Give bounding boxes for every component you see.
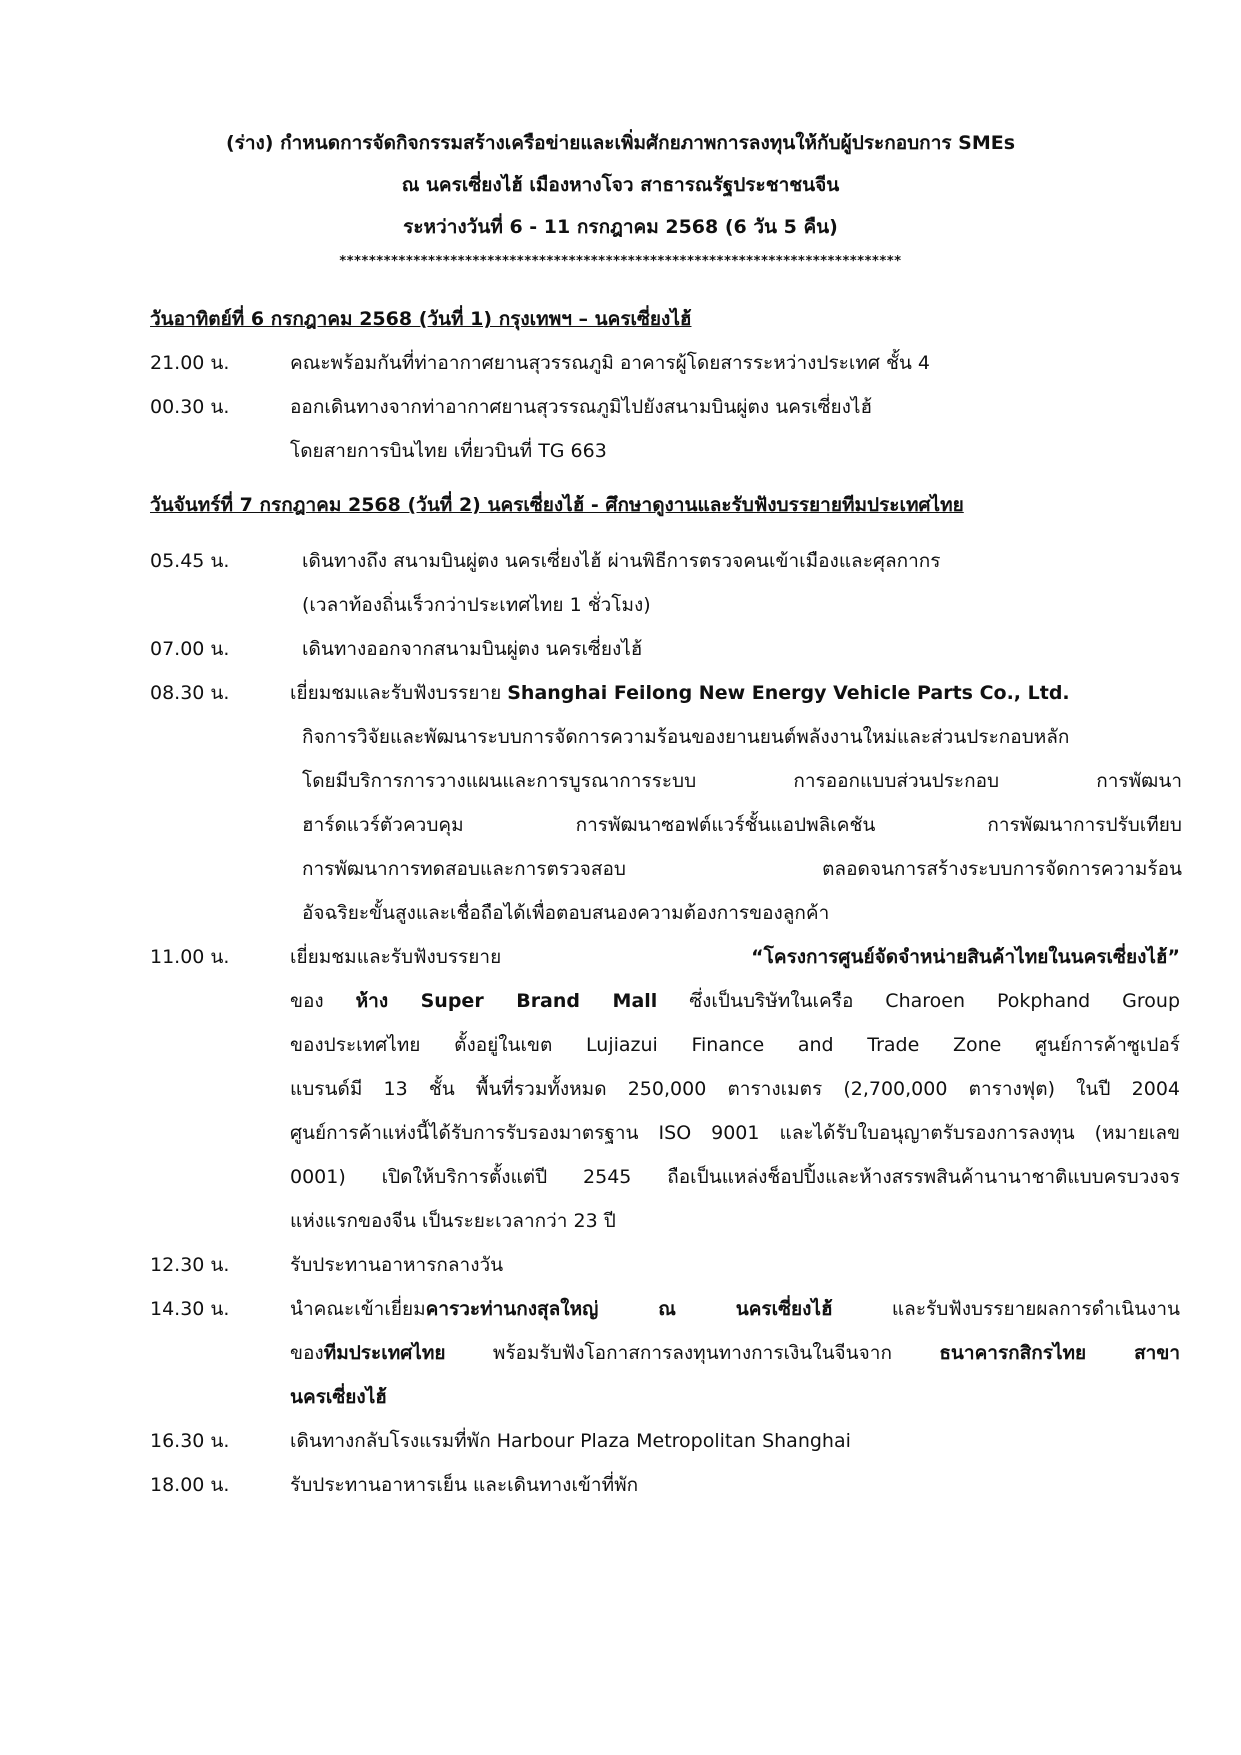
day1-time: 00.30 น.: [150, 396, 230, 418]
activity-lead: เยี่ยมชมและรับฟังบรรยาย: [290, 682, 508, 704]
day2-activity: [290, 942, 1180, 972]
day1-activity: คณะพร้อมกันที่ท่าอากาศยานสุวรรณภูมิ อาคารผู้โดยสารระหว่างประเทศ ชั้น 4: [290, 352, 931, 374]
day2-activity: [290, 1338, 1180, 1368]
activity-text: และรับฟังบรรยายผลการดำเนินงาน: [832, 1298, 1180, 1320]
day2-time: 16.30 น.: [150, 1430, 230, 1452]
day1-activity: ออกเดินทางจากท่าอากาศยานสุวรรณภูมิไปยังสนามบินผู่ตง นครเซี่ยงไฮ้: [290, 396, 873, 418]
day2-activity: [290, 1294, 1180, 1324]
consul-visit: คารวะท่านกงสุลใหญ่ ณ นครเซี่ยงไฮ้: [425, 1298, 833, 1320]
day2-activity: รับประทานอาหารเย็น และเดินทางเข้าที่พัก: [290, 1474, 639, 1496]
day2-activity: แบรนด์มี 13 ชั้น พื้นที่รวมทั้งหมด 250,000 ตารางเมตร (2,700,000 ตารางฟุต) ในปี 2004: [290, 1078, 1180, 1100]
day2-activity: ฮาร์ดแวร์ตัวควบคุม การพัฒนาซอฟต์แวร์ชั้นแอปพลิเคชัน การพัฒนาการปรับเทียบ: [302, 814, 1182, 836]
day2-activity: [290, 986, 1180, 1016]
day2-activity: เดินทางกลับโรงแรมที่พัก Harbour Plaza Metropolitan Shanghai: [290, 1430, 851, 1452]
day2-activity: เดินทางถึง สนามบินผู่ตง นครเซี่ยงไฮ้ ผ่านพิธีการตรวจคนเข้าเมืองและศุลกากร: [302, 550, 941, 572]
activity-lead: เยี่ยมชมและรับฟังบรรยาย: [290, 946, 752, 968]
day2-time: 12.30 น.: [150, 1254, 230, 1276]
day2-time: 14.30 น.: [150, 1298, 230, 1320]
day2-activity: (เวลาท้องถิ่นเร็วกว่าประเทศไทย 1 ชั่วโมง): [302, 594, 651, 616]
day2-activity: เดินทางออกจากสนามบินผู่ตง นครเซี่ยงไฮ้: [302, 638, 643, 660]
activity-text: ของ: [290, 990, 356, 1012]
team-thailand: ทีมประเทศไทย: [323, 1342, 446, 1364]
day1-activity: โดยสายการบินไทย เที่ยวบินที่ TG 663: [290, 440, 607, 462]
asterisk-divider: ****************************************************************************: [339, 254, 902, 269]
activity-text: ซึ่งเป็นบริษัทในเครือ Charoen Pokphand Group: [657, 990, 1181, 1012]
day2-time: 08.30 น.: [150, 682, 230, 704]
day2-heading: วันจันทร์ที่ 7 กรกฎาคม 2568 (วันที่ 2) นครเซี่ยงไฮ้ - ศึกษาดูงานและรับฟังบรรยายทีมประเทศไทย: [150, 494, 964, 516]
day2-activity: นครเซี่ยงไฮ้: [290, 1386, 387, 1408]
activity-text: พร้อมรับฟังโอกาสการลงทุนทางการเงินในจีนจาก: [445, 1342, 940, 1364]
activity-text: ของ: [290, 1342, 324, 1364]
day2-activity: รับประทานอาหารกลางวัน: [290, 1254, 504, 1276]
day2-time: 11.00 น.: [150, 946, 230, 968]
day2-activity: การพัฒนาการทดสอบและการตรวจสอบ ตลอดจนการสร้างระบบการจัดการความร้อน: [302, 858, 1182, 880]
day2-activity: ศูนย์การค้าแห่งนี้ได้รับการรับรองมาตรฐาน ISO 9001 และได้รับใบอนุญาตรับรองการลงทุน (หมายเลข: [290, 1122, 1180, 1144]
bank-name: ธนาคารกสิกรไทย สาขา: [939, 1342, 1180, 1364]
day2-activity: อัจฉริยะขั้นสูงและเชื่อถือได้เพื่อตอบสนองความต้องการของลูกค้า: [302, 902, 830, 924]
day2-time: 18.00 น.: [150, 1474, 230, 1496]
day1-heading: วันอาทิตย์ที่ 6 กรกฎาคม 2568 (วันที่ 1) กรุงเทพฯ – นครเซี่ยงไฮ้: [150, 308, 692, 330]
document-location: ณ นครเซี่ยงไฮ้ เมืองหางโจว สาธารณรัฐประชาชนจีน: [401, 174, 840, 196]
project-name: “โครงการศูนย์จัดจำหน่ายสินค้าไทยในนครเซี่ยงไฮ้”: [751, 946, 1180, 968]
day2-activity: [290, 678, 1180, 708]
day2-activity: แห่งแรกของจีน เป็นระยะเวลากว่า 23 ปี: [290, 1210, 616, 1232]
day2-activity: กิจการวิจัยและพัฒนาระบบการจัดการความร้อนของยานยนต์พลังงานใหม่และส่วนประกอบหลัก: [302, 726, 1070, 748]
company-name: Shanghai Feilong New Energy Vehicle Parts Co., Ltd.: [507, 682, 1070, 704]
activity-text: นำคณะเข้าเยี่ยม: [290, 1298, 426, 1320]
day1-time: 21.00 น.: [150, 352, 230, 374]
document-title: (ร่าง) กำหนดการจัดกิจกรรมสร้างเครือข่ายและเพิ่มศักยภาพการลงทุนให้กับผู้ประกอบการ SMEs: [225, 132, 1016, 154]
day2-time: 07.00 น.: [150, 638, 230, 660]
document-dates: ระหว่างวันที่ 6 - 11 กรกฎาคม 2568 (6 วัน 5 คืน): [403, 216, 838, 238]
mall-name: ห้าง Super Brand Mall: [355, 990, 658, 1012]
day2-time: 05.45 น.: [150, 550, 230, 572]
day2-activity: ของประเทศไทย ตั้งอยู่ในเขต Lujiazui Finance and Trade Zone ศูนย์การค้าซูเปอร์: [290, 1034, 1180, 1056]
day2-activity: โดยมีบริการการวางแผนและการบูรณาการระบบ การออกแบบส่วนประกอบ การพัฒนา: [302, 770, 1182, 792]
day2-activity: 0001) เปิดให้บริการตั้งแต่ปี 2545 ถือเป็นแหล่งช็อปปิ้งและห้างสรรพสินค้านานาชาติแบบครบวงจร: [290, 1166, 1180, 1188]
